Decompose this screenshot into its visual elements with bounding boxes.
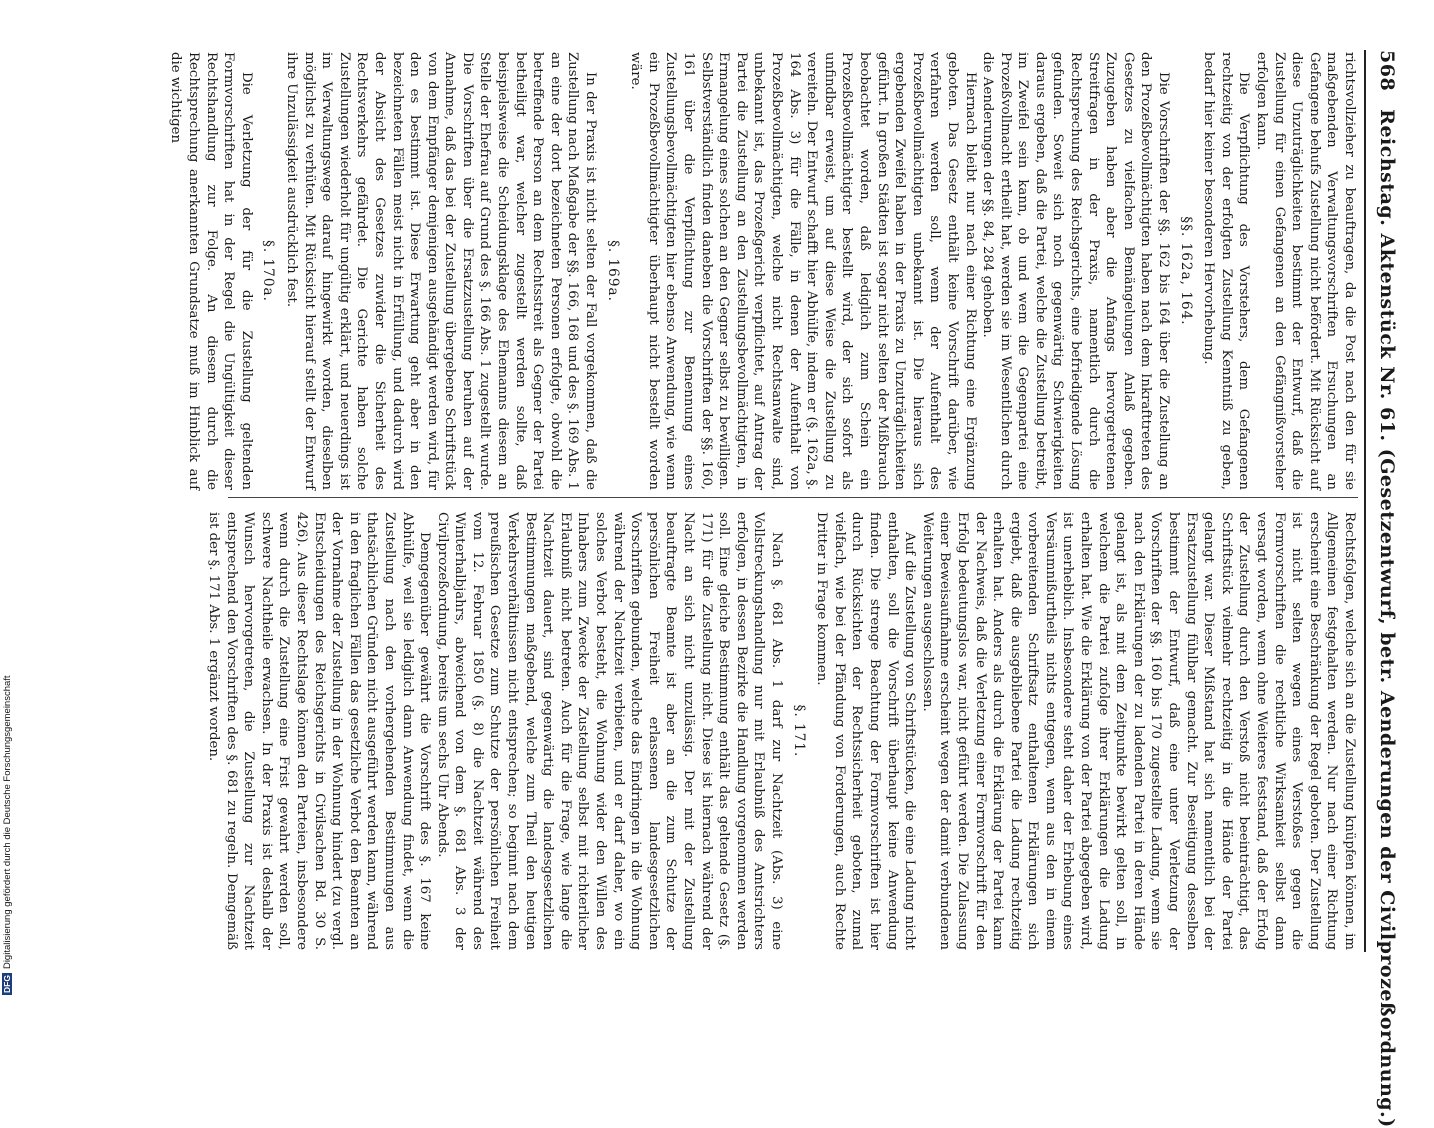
page-number: 568	[1376, 50, 1398, 92]
section-heading: §. 169a.	[604, 240, 621, 302]
left-column	[167, 52, 1358, 490]
header-rule	[1364, 50, 1366, 952]
section-heading: §§. 162a, 164.	[1177, 216, 1194, 326]
dfg-logo: DFG	[2, 975, 12, 993]
paragraph: Rechtsfolgen, welche sich an die Zustellung knüpfen können, im Allgemeinen festgehalten werden. Nur nach einer Richtung erscheint eine Beschränkung der Regel geboten. Der Zustellung ist nicht selten wegen eines Verstoßes gegen die Formvorschriften die rechtliche Wirksamkeit selbst dann versagt worden, wenn ohne Weiteres feststand, daß der Erfolg der Zustellung durch den Verstoß nicht beeinträchtigt, das Schriftstück vielmehr rechtzeitig in die Hände der Partei gelangt war. Dieser Mißstand hat sich namentlich bei der Ersatzzustellung fühlbar gemacht. Zur Beseitigung desselben bestimmt der Entwurf, daß eine unter Verletzung der Vorschriften der §§. 160 bis 170 zugestellte Ladung, wenn sie nach den Erklärungen der zu ladenden Partei in deren Hände gelangt ist, als mit dem Zeitpunkte bewirkt gelten soll, in welchem die Partei zufolge ihrer Erklärungen die Ladung erhalten hat. Wie die Erklärung von der Partei abgegeben wird, ist unerheblich. Insbesondere steht daher der Erhebung eines Versäumnißurtheils nichts entgegen, wenn aus den in einem vorbereitenden Schriftsatz enthaltenen Erklärungen sich ergiebt, daß die ausgebliebene Partei die Ladung rechtzeitig erhalten hat. Anders als durch die Erklärung der Partei kann der Nachweis, daß die Verletzung einer Formvorschrift für den Erfolg bedeutungslos war, nicht geführt werden. Die Zulassung einer Beweisaufnahme erscheint wegen der damit verbundenen Weiterungen ausgeschlossen.	[919, 512, 1357, 950]
paragraph: Nach §. 681 Abs. 1 darf zur Nachtzeit (Abs. 3) eine Vollstreckungshandlung nur mit Erlaubniß des Amtsrichters erfolgen, in dessen Bezirke die Handlung vorgenommen werden soll. Eine gleiche Bestimmung enthält das geltende Gesetz (§. 171) für die Zustellung nicht. Diese ist hiernach während der Nacht an sich nicht unzulässig. Der mit der Zustellung beauftragte Beamte ist aber an die zum Schutze der persönlichen Freiheit erlassenen landesgesetzlichen Vorschriften gebunden, welche das Eindringen in die Wohnung während der Nachtzeit verbieten, und er darf daher, wo ein solches Verbot besteht, die Wohnung wider den Willen des Inhabers zum Zwecke der Zustellung selbst mit richterlicher Erlaubniß nicht betreten. Auch für die Frage, wie lange die Nachtzeit dauert, sind gegenwärtig die landesgesetzlichen Bestimmungen maßgebend, welche zum Theil den heutigen Verkehrsverhältnissen nicht entsprechen; so beginnt nach dem preußischen Gesetze zum Schutze der persönlichen Freiheit vom 12. Februar 1850 (§. 8) die Nachtzeit während des Winterhalbjahrs, abweichend von dem §. 681 Abs. 3 der Civilprozeßordnung, bereits um sechs Uhr Abends.	[434, 512, 784, 950]
credit-strip	[0, 0, 20, 1000]
paragraph: Auf die Zustellung von Schriftstücken, die eine Ladung nicht enthalten, soll die Vorschrift überhaupt keine Anwendung finden. Die strenge Beachtung der Formvorschriften ist hier durch Rücksichten der Rechtssicherheit geboten, zumal vielfach, wie bei der Pfändung von Forderungen, auch Rechte Dritter in Frage kommen.	[814, 512, 918, 950]
page-title: Reichstag. Aktenstück Nr. 61. (Gesetzentwurf, betr. Aenderungen der Civilprozeßordnung.)	[1376, 109, 1398, 1128]
paragraph: Demgegenüber gewährt die Vorschrift des §. 167 keine Abhülfe, weil sie lediglich dann Anwendung findet, wenn die Zustellung nach den vorhergehenden Bestimmungen aus thatsächlichen Gründen nicht ausgeführt werden kann, während in den fraglichen Fällen das gesetzliche Verbot den Beamten an der Vornahme der Zustellung in der Wohnung hindert (zu vergl. Entscheidungen des Reichsgerichts in Civilsachen Bd. 30 S. 426). Aus dieser Rechtslage können den Parteien, insbesondere wenn durch die Zustellung eine Frist gewahrt werden soll, schwere Nachtheile erwachsen. In der Praxis ist deshalb der Wunsch hervorgetreten, die Zustellung zur Nachtzeit entsprechend den Vorschriften des §. 681 zu regeln. Demgemäß ist der §. 171 Abs. 1 ergänzt worden.	[206, 512, 433, 950]
section-heading: §. 171.	[790, 704, 807, 758]
column-divider	[228, 497, 1358, 498]
credit-text: Digitalisierung gefördert durch die Deutsche Forschungsgemeinschaft	[2, 675, 13, 970]
paragraph: Die Verletzung der für die Zustellung geltenden Formvorschriften hat in der Regel die Ungültigkeit dieser Rechtshandlung zur Folge. An diesem durch die Rechtsprechung anerkannten Grundsatze muß im Hinblick auf die wichtigen	[168, 52, 254, 490]
paragraph: richtsvollzieher zu beauftragen, da die Post nach den für sie maßgebenden Verwaltungsvorschriften Ersuchungen an Gefangene behufs Zustellung nicht befördert. Mit Rücksicht auf diese Unzuträglichkeiten bestimmt der Entwurf, daß die Zustellung für einen Gefangenen an den Gefängnißvorsteher erfolgen kann.	[1254, 52, 1357, 490]
paragraph: Die Verpflichtung des Vorstehers, dem Gefangenen rechtzeitig von der erfolgten Zustellung Kenntniß zu geben, bedarf hier keiner besonderen Hervorhebung.	[1201, 52, 1252, 490]
page-header	[1370, 50, 1404, 1128]
paragraph: Hiernach bleibt nur nach einer Richtung eine Ergänzung geboten. Das Gesetz enthält keine Vorschrift darüber, wie verfahren werden soll, wenn der Aufenthalt des Prozeßbevollmächtigten unbekannt ist. Die hieraus sich ergebenden Zweifel haben in der Praxis zu Unzuträglichkeiten geführt. In großen Städten ist sogar nicht selten der Mißbrauch beobachtet worden, daß lediglich zum Schein ein Prozeßbevollmächtigter bestellt wird, der sich sofort als unfindbar erweist, um auf diese Weise die Zustellung zu vereiteln. Der Entwurf schafft hier Abhülfe, indem er (§. 162a, §. 164 Abs. 3) für die Fälle, in denen der Aufenthalt von Prozeßbevollmächtigten, welche nicht Rechtsanwalte sind, unbekannt ist, das Prozeßgericht verpflichtet, auf Antrag der Partei die Zustellung an den Zustellungsbevollmächtigten, in Ermangelung eines solchen an den Gegner selbst zu bewilligen. Selbstverständlich finden daneben die Vorschriften der §§. 160, 161 über die Verpflichtung zur Benennung eines Zustellungsbevollmächtigten hier ebenso Anwendung, wie wenn ein Prozeßbevollmächtigter überhaupt nicht bestellt worden wäre.	[628, 52, 978, 490]
right-column	[204, 512, 1358, 950]
paragraph: In der Praxis ist nicht selten der Fall vorgekommen, daß die Zustellung nach Maßgabe der §§. 166, 168 und des §. 169 Abs. 1 an eine der dort bezeichneten Personen erfolgte, obwohl die betreffende Person an dem Rechtsstreit als Gegner der Partei betheiligt war, welcher zugestellt werden sollte, daß beispielsweise die Scheidungsklage des Ehemanns diesem an Stelle der Ehefrau auf Grund des §. 166 Abs. 1 zugestellt wurde. Die Vorschriften über die Ersatzzustellung beruhen auf der Annahme, daß das bei der Zustellung übergebene Schriftstück von dem Empfänger demjenigen ausgehändigt werden wird, für den es bestimmt ist. Diese Erwartung geht aber in den bezeichneten Fällen meist nicht in Erfüllung, und dadurch wird der Absicht des Gesetzes zuwider die Sicherheit des Rechtsverkehrs gefährdet. Die Gerichte haben solche Zustellungen wiederholt für ungültig erklärt, und neuerdings ist im Verwaltungswege darauf hingewirkt worden, dieselben möglichst zu verhüten. Mit Rücksicht hierauf stellt der Entwurf ihre Unzulässigkeit ausdrücklich fest.	[283, 52, 599, 490]
paragraph: Die Vorschriften der §§. 162 bis 164 über die Zustellung an den Prozeßbevollmächtigten haben nach dem Inkrafttreten des Gesetzes zu vielfachen Bemängelungen Anlaß gegeben. Zuzugeben haben aber die Anfangs hervorgetretenen Streitfragen in der Praxis, namentlich durch die Rechtsprechung des Reichsgerichts, eine befriedigende Lösung gefunden. Soweit sich noch gegenwärtig Schwierigkeiten daraus ergeben, daß die Partei, welche die Zustellung betreibt, im Zweifel sein kann, ob und wem die Gegenpartei eine Prozeßvollmacht ertheilt hat, werden sie im Wesentlichen durch die Aenderungen der §§. 84, 284 gehoben.	[980, 52, 1172, 490]
section-heading: §. 170a.	[260, 240, 277, 302]
